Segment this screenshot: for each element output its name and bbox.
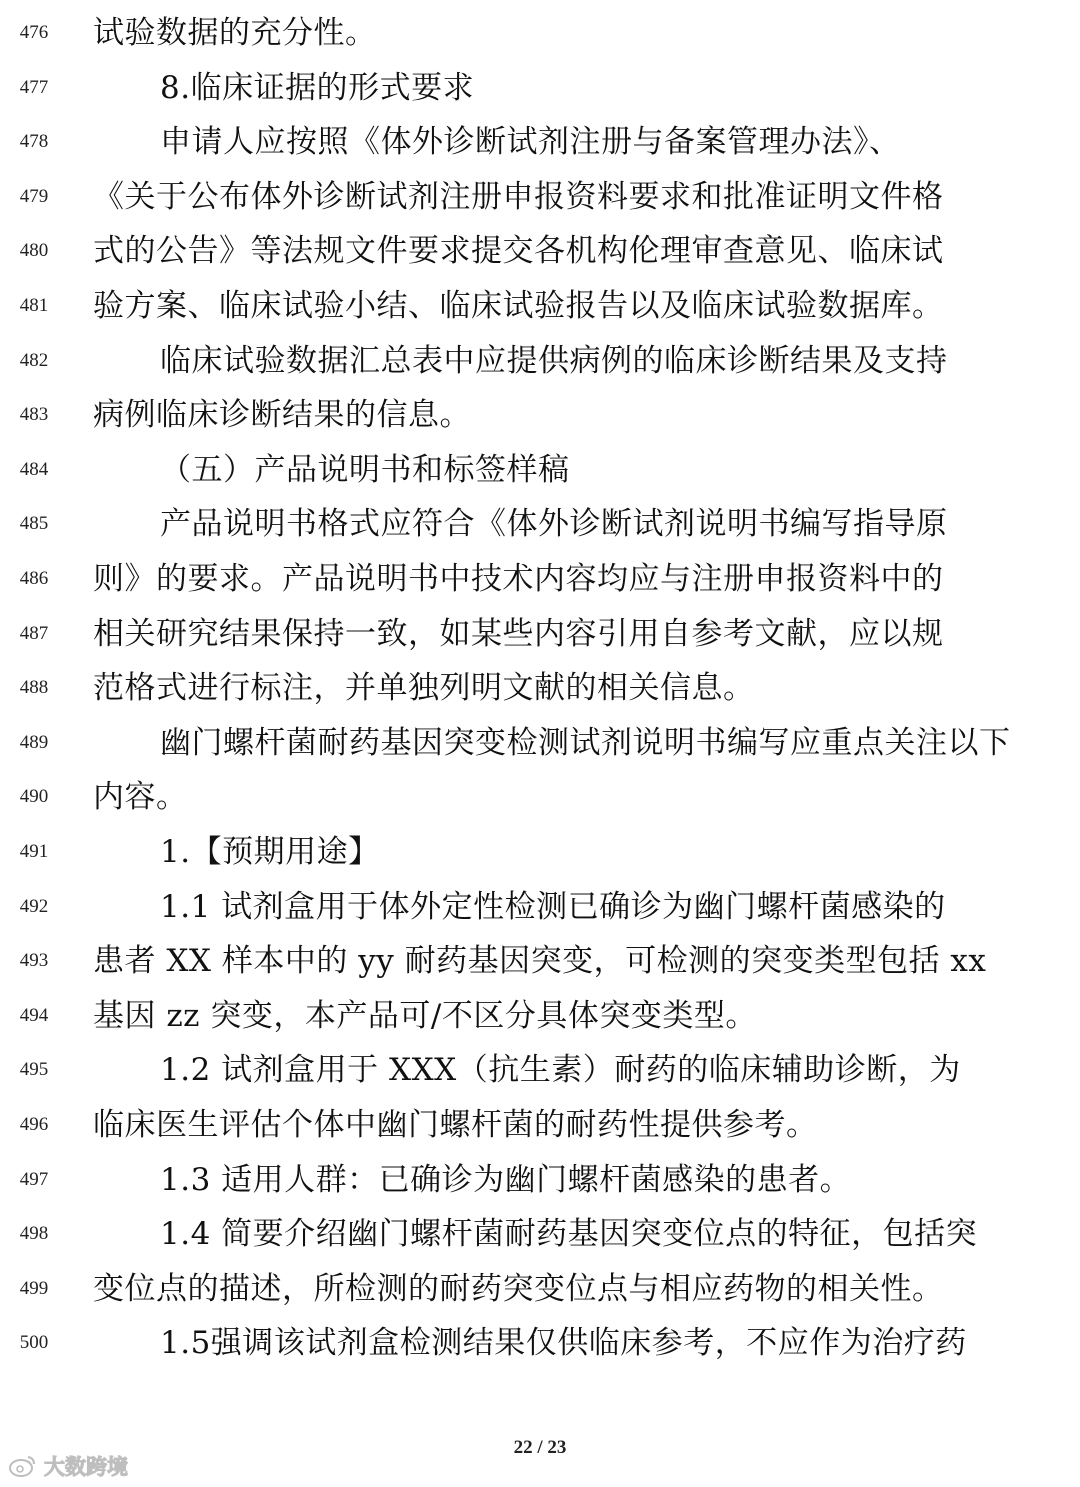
text-line (0, 1100, 1080, 1154)
text-line (0, 609, 1080, 663)
line-text: 基因 zz 突变，本产品可/不区分具体突变类型。 (93, 997, 757, 1034)
line-text: 1.1 试剂盒用于体外定性检测已确诊为幽门螺杆菌感染的 (160, 888, 946, 925)
line-number: 483 (19, 404, 49, 426)
line-text: 则》的要求。产品说明书中技术内容均应与注册申报资料中的 (93, 561, 944, 597)
text-line (0, 336, 1080, 390)
line-number: 498 (19, 1223, 49, 1245)
text-line (0, 445, 1080, 499)
line-number: 479 (19, 185, 49, 207)
line-number: 494 (19, 1004, 49, 1026)
line-number: 492 (19, 895, 49, 917)
line-text: 1.2 试剂盒用于 XXX（抗生素）耐药的临床辅助诊断，为 (160, 1052, 961, 1089)
text-line (0, 718, 1080, 772)
line-text: 范格式进行标注，并单独列明文献的相关信息。 (93, 670, 755, 707)
text-line (0, 63, 1080, 117)
text-line (0, 663, 1080, 717)
line-number: 486 (19, 568, 49, 589)
text-line (0, 936, 1080, 990)
text-line (0, 1264, 1080, 1318)
text-line (0, 1045, 1080, 1099)
text-line (0, 827, 1080, 881)
text-line (0, 1155, 1080, 1209)
line-text: 《关于公布体外诊断试剂注册申报资料要求和批准证明文件格 (93, 178, 944, 215)
line-number: 485 (19, 513, 49, 535)
text-line (0, 8, 1080, 62)
watermark-text: 大数跨境 (44, 1455, 128, 1479)
text-line (0, 117, 1080, 171)
line-number: 496 (19, 1114, 49, 1135)
weibo-logo-icon (8, 1453, 38, 1479)
line-text: 1.3 适用人群：已确诊为幽门螺杆菌感染的患者。 (160, 1161, 852, 1198)
line-text: 1.5强调该试剂盒检测结果仅供临床参考，不应作为治疗药 (160, 1325, 967, 1362)
text-line (0, 554, 1080, 608)
line-text: 1.4 简要介绍幽门螺杆菌耐药基因突变位点的特征，包括突 (160, 1216, 978, 1253)
line-number: 488 (19, 677, 49, 699)
line-number: 484 (19, 458, 49, 480)
text-line (0, 991, 1080, 1045)
line-text: 幽门螺杆菌耐药基因突变检测试剂说明书编写应重点关注以下 (160, 724, 1011, 761)
line-number: 495 (19, 1059, 49, 1081)
line-number: 482 (19, 349, 49, 371)
line-text: 病例临床诊断结果的信息。 (93, 397, 471, 434)
line-number: 487 (19, 622, 49, 644)
line-text: 患者 XX 样本中的 yy 耐药基因突变，可检测的突变类型包括 xx (93, 943, 987, 980)
line-text: 式的公告》等法规文件要求提交各机构伦理审查意见、临床试 (93, 233, 944, 270)
text-line (0, 226, 1080, 280)
text-line (0, 281, 1080, 335)
line-text: 试验数据的充分性。 (93, 15, 377, 51)
text-line (0, 172, 1080, 226)
line-number: 497 (19, 1168, 49, 1190)
line-text: 8.临床证据的形式要求 (160, 69, 475, 106)
text-line (0, 499, 1080, 553)
text-line (0, 1209, 1080, 1263)
line-number: 489 (19, 731, 49, 753)
line-text: 临床医生评估个体中幽门螺杆菌的耐药性提供参考。 (93, 1107, 818, 1143)
text-line (0, 390, 1080, 444)
line-text: 1.【预期用途】 (160, 834, 380, 870)
line-text: 验方案、临床试验小结、临床试验报告以及临床试验数据库。 (93, 288, 944, 324)
line-number: 493 (19, 950, 49, 972)
line-text: 申请人应按照《体外诊断试剂注册与备案管理办法》、 (160, 124, 901, 161)
line-number: 490 (19, 786, 49, 808)
watermark (8, 1451, 128, 1481)
line-text: 内容。 (93, 779, 188, 816)
line-number: 478 (19, 131, 49, 153)
page-indicator: 22 / 23 (513, 1437, 567, 1458)
line-text: 临床试验数据汇总表中应提供病例的临床诊断结果及支持 (160, 342, 948, 379)
line-number: 500 (19, 1332, 49, 1354)
line-text: （五）产品说明书和标签样稿 (160, 451, 570, 488)
text-line (0, 772, 1080, 826)
text-line (0, 882, 1080, 936)
line-number: 481 (19, 295, 49, 316)
line-text: 产品说明书格式应符合《体外诊断试剂说明书编写指导原 (160, 506, 948, 543)
line-number: 477 (19, 76, 49, 98)
line-text: 变位点的描述，所检测的耐药突变位点与相应药物的相关性。 (93, 1270, 944, 1307)
line-number: 491 (19, 841, 49, 862)
line-text: 相关研究结果保持一致，如某些内容引用自参考文献，应以规 (93, 615, 944, 652)
line-number: 499 (19, 1277, 49, 1299)
line-number: 480 (19, 240, 49, 262)
line-number: 476 (19, 22, 49, 43)
text-line (0, 1318, 1080, 1372)
